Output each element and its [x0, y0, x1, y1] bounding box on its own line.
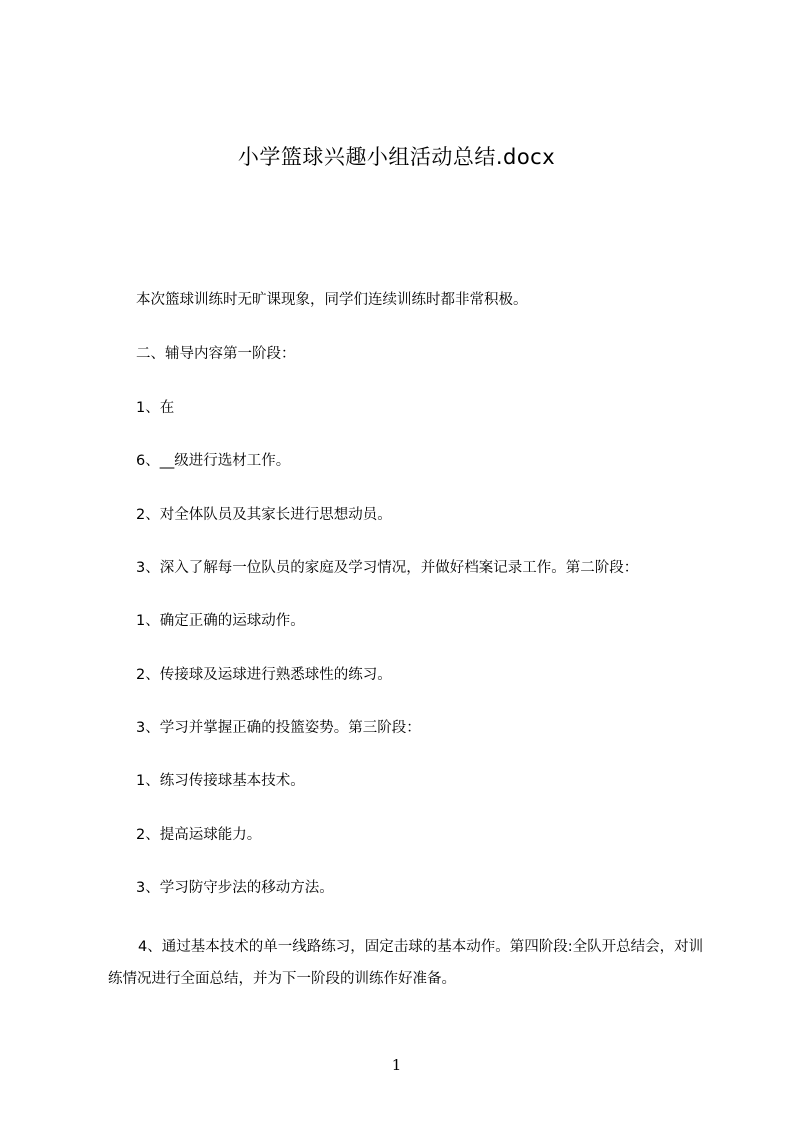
paragraph: 6、__级进行选材工作。: [136, 453, 291, 469]
paragraph: 1、在: [136, 400, 175, 416]
final-paragraph: 4、通过基本技术的单一线路练习，固定击球的基本动作。第四阶段:全队开总结会，对训练情况进行全面总结，并为下一阶段的训练作好准备。: [108, 939, 704, 987]
paragraph: 二、辅导内容第一阶段：: [136, 346, 296, 362]
paragraph: 本次篮球训练时无旷课现象，同学们连续训练时都非常积极。: [136, 292, 528, 308]
paragraph: 2、对全体队员及其家长进行思想动员。: [136, 507, 392, 523]
paragraph: 1、确定正确的运球动作。: [136, 613, 305, 629]
paragraph: 3、深入了解每一位队员的家庭及学习情况，并做好档案记录工作。第二阶段：: [136, 560, 639, 576]
document-title: 小学篮球兴趣小组活动总结.docx: [237, 145, 556, 169]
paragraph: 1、练习传接球基本技术。: [136, 773, 305, 789]
paragraph: 3、学习防守步法的移动方法。: [136, 880, 334, 896]
paragraph: 3、学习并掌握正确的投篮姿势。第三阶段：: [136, 720, 421, 736]
paragraph: 2、传接球及运球进行熟悉球性的练习。: [136, 667, 392, 683]
paragraph: 2、提高运球能力。: [136, 827, 262, 843]
page-number: 1: [391, 1056, 402, 1074]
